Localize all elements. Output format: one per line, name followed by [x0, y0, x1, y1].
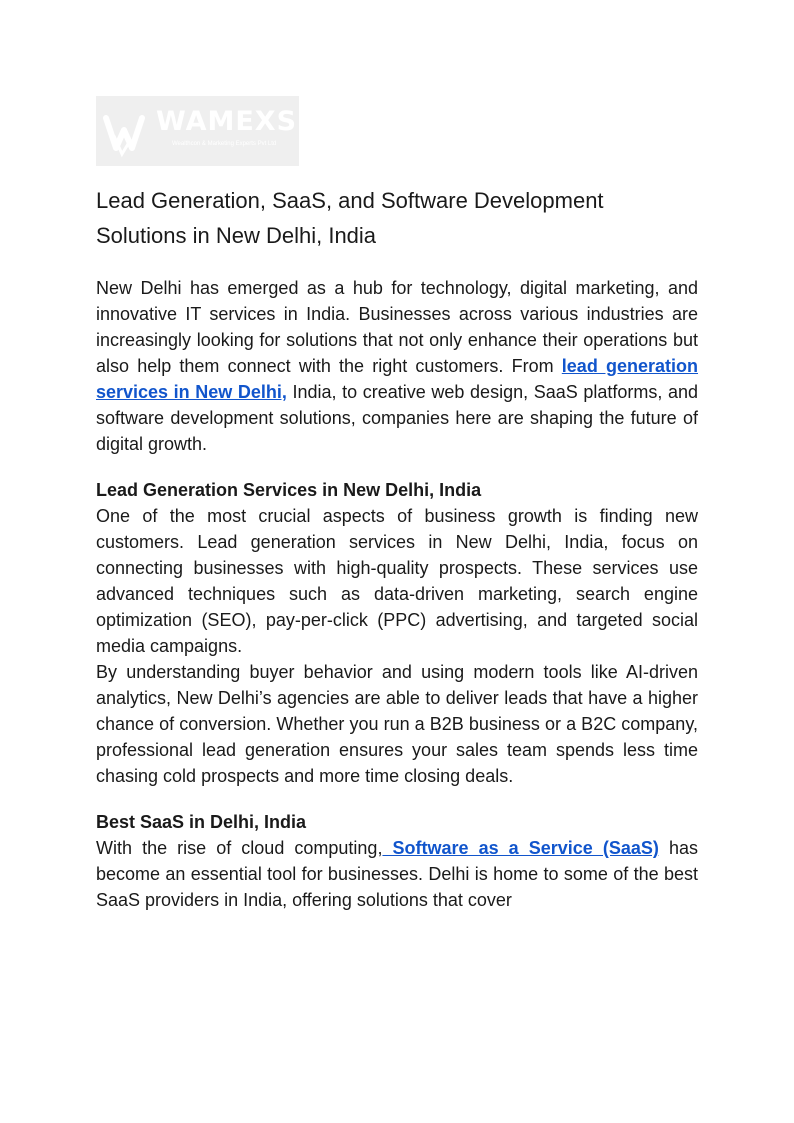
lead-generation-paragraph-2: By understanding buyer behavior and using modern tools like AI-driven analytics, New Delhi’s agencies are able to deliver leads that have a higher chance of conversion. Whether you run a B2B business or a B2C company, professional lead generation ensures your sales team spends less time chasing cold prospects and more time closing deals.: [96, 662, 698, 786]
saas-text-after-link: has become an essential tool for businesses. Delhi is home to some of the best SaaS providers in India, offering solutions that cover: [96, 838, 698, 910]
document-title: Lead Generation, SaaS, and Software Development Solutions in New Delhi, India: [96, 188, 604, 248]
logo-tagline: Wealthcon & Marketing Experts Pvt Ltd: [172, 141, 277, 147]
company-logo: [96, 96, 299, 166]
intro-paragraph: [96, 275, 698, 457]
lead-generation-heading: Lead Generation Services in New Delhi, India: [96, 480, 482, 500]
document-page: [96, 96, 698, 913]
lead-generation-paragraph-1: One of the most crucial aspects of business growth is finding new customers. Lead generation services in New Delhi, India, focus on connecting businesses with high-quality prospects. These services use advanced techniques such as data-driven marketing, search engine optimization (SEO), pay-per-click (PPC) advertising, and targeted social media campaigns.: [96, 506, 698, 656]
intro-text-after-link: India, to creative web design, SaaS platforms, and software development solutions, companies here are shaping the future of digital growth.: [96, 382, 699, 454]
intro-text-before-link: New Delhi has emerged as a hub for technology, digital marketing, and innovative IT services in India. Businesses across various industries are increasingly looking for solutions that not only enhance their operations but also help them connect with the right customers. From: [96, 278, 698, 376]
logo-wordmark: WAMEXS: [156, 106, 298, 137]
saas-paragraph: [96, 835, 698, 913]
saas-heading: Best SaaS in Delhi, India: [96, 812, 307, 832]
saas-text-before-link: With the rise of cloud computing,: [96, 838, 383, 858]
saas-link[interactable]: Software as a Service (SaaS): [382, 838, 659, 858]
lead-generation-services-link[interactable]: lead generation services in New Delhi,: [96, 356, 699, 402]
wamexs-w-mark-icon: [96, 96, 156, 166]
